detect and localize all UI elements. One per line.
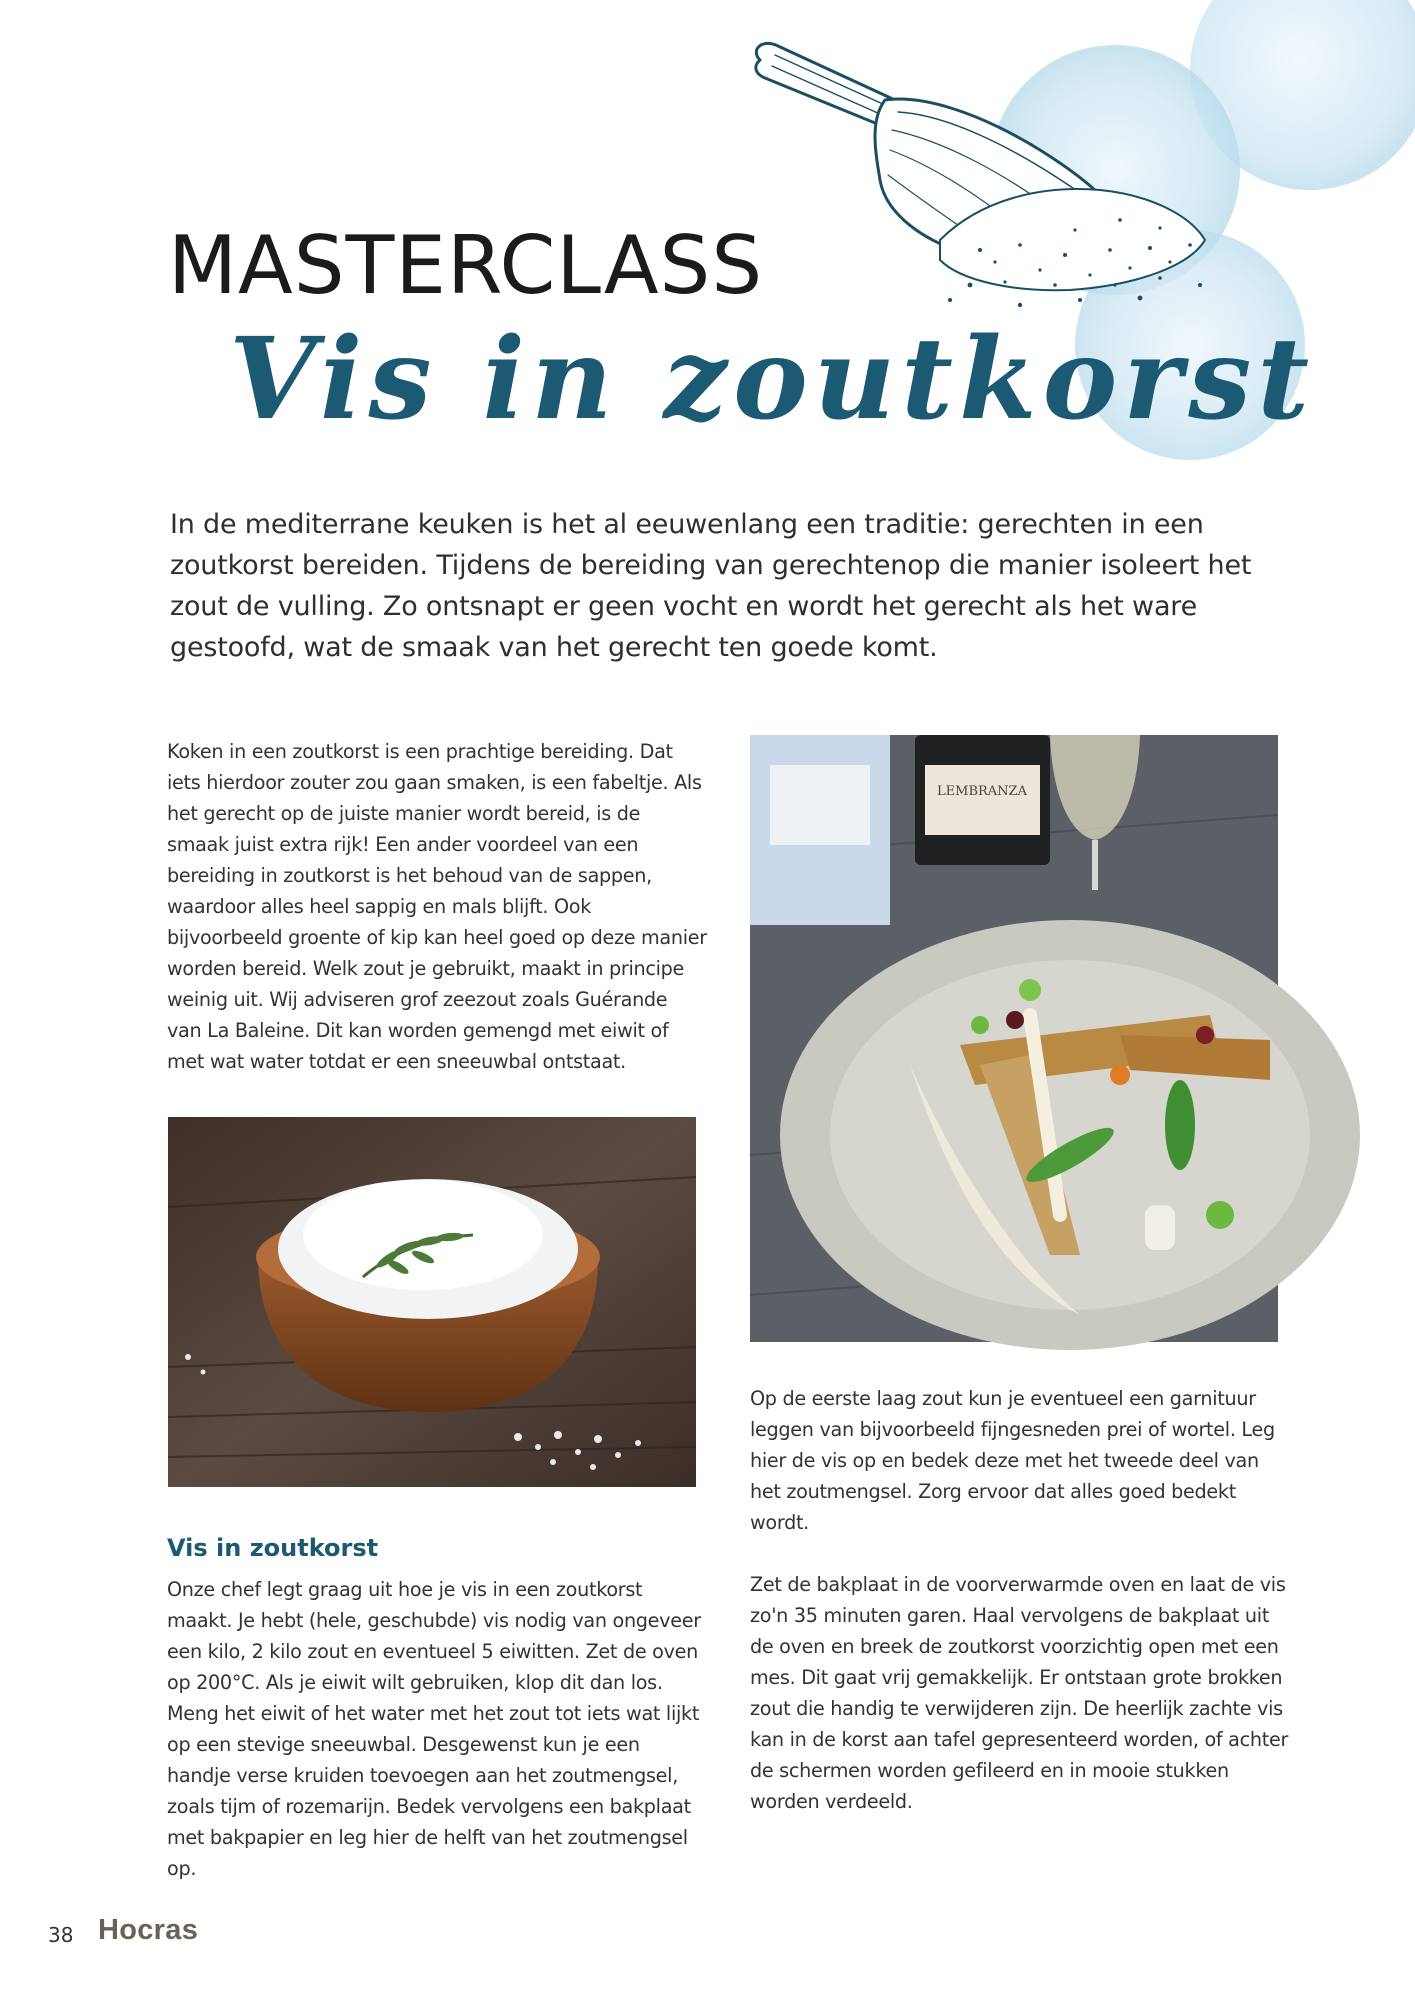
- script-title: [225, 300, 1316, 460]
- salt-bowl-photo: [168, 1117, 696, 1487]
- page-number: 38: [48, 1923, 74, 1947]
- brand-logo: Hocras: [98, 1914, 199, 1946]
- left-paragraph-1: Koken in een zoutkorst is een prachtige bereiding. Dat iets hierdoor zouter zou gaan smaken, is een fabeltje. Als het gerecht op de juiste manier wordt bereid, is de smaak juist extra rijk! Een ander voordeel van een bereiding in zoutkorst is het behoud van de sappen, waardoor alles heel sappig en mals blijft. Ook bijvoorbeeld groente of kip kan heel goed op deze manier worden bereid. Welk zout je gebruikt, maakt in principe weinig uit. Wij adviseren grof zeezout zoals Guérande van La Baleine. Dit kan worden gemengd met eiwit of met wat water totdat er een sneeuwbal ontstaat.: [167, 740, 707, 1073]
- fish-plate-photo: [750, 735, 1278, 1342]
- right-paragraph-1: Op de eerste laag zout kun je eventueel een garnituur leggen van bijvoorbeeld fijngesneden prei of wortel. Leg hier de vis op en bedek deze met het tweede deel van het zoutmengsel. Zorg ervoor dat alles goed bedekt wordt.: [750, 1387, 1275, 1534]
- wine-bottle-label: LEMBRANZA: [937, 784, 1027, 799]
- left-paragraph-2: Onze chef legt graag uit hoe je vis in een zoutkorst maakt. Je hebt (hele, geschubde) vis nodig van ongeveer een kilo, 2 kilo zout en eventueel 5 eiwitten. Zet de oven op 200°C. Als je eiwit wilt gebruiken, klop dit dan los. Meng het eiwit of het water met het zout tot iets wat lijkt op een stevige sneeuwbal. Desgewenst kun je een handje verse kruiden toevoegen aan het zoutmengsel, zoals tijm of rozemarijn. Bedek vervolgens een bakplaat met bakpapier en leg hier de helft van het zoutmengsel op.: [167, 1578, 701, 1880]
- script-title-text: Vis in zoutkorst: [229, 314, 1316, 445]
- section-subheading: Vis in zoutkorst: [167, 1534, 379, 1562]
- right-paragraph-2: Zet de bakplaat in de voorverwarmde oven en laat de vis zo'n 35 minuten garen. Haal vervolgens de bakplaat uit de oven en breek de zoutkorst voorzichtig open met een mes. Dit gaat vrij gemakkelijk. Er ontstaan grote brokken zout die handig te verwijderen zijn. De heerlijk zachte vis kan in de korst aan tafel gepresenteerd worden, of achter de schermen worden gefileerd en in mooie stukken worden verdeeld.: [750, 1573, 1289, 1813]
- masterclass-kicker: MASTERCLASS: [168, 219, 764, 312]
- intro-paragraph: In de mediterrane keuken is het al eeuwenlang een traditie: gerechten in een zoutkorst bereiden. Tijdens de bereiding van gerechtenop die manier isoleert het zout de vulling. Zo ontsnapt er geen vocht en wordt het gerecht als het ware gestoofd, wat de smaak van het gerecht ten goede komt.: [170, 509, 1252, 663]
